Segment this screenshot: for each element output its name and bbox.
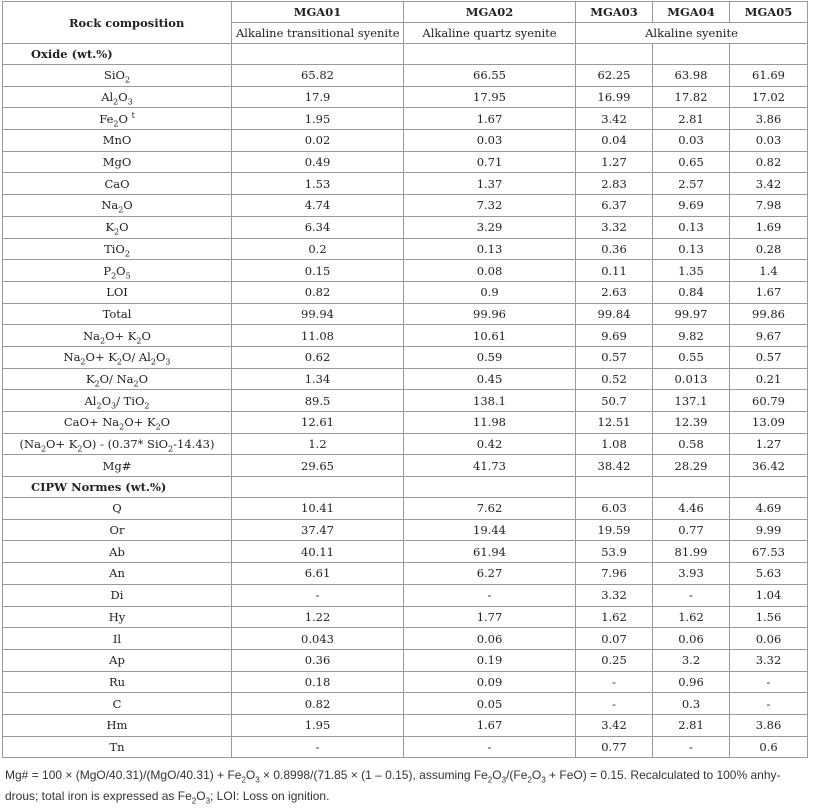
oxide-row <box>3 151 808 173</box>
oxide-value-mga03: 16.99 <box>576 86 653 108</box>
cipw-label: An <box>3 563 232 585</box>
oxide-value-mga05: 61.69 <box>730 65 808 87</box>
oxide-value-mga02: 17.95 <box>404 86 576 108</box>
cipw-value-mga04: 0.06 <box>653 628 730 650</box>
oxide-row <box>3 303 808 325</box>
oxide-value-mga01: 0.62 <box>232 346 404 368</box>
oxide-value-mga02: 7.32 <box>404 195 576 217</box>
cipw-value-mga02: 6.27 <box>404 563 576 585</box>
cipw-value-mga04: - <box>653 584 730 606</box>
oxide-value-mga04: 0.55 <box>653 346 730 368</box>
cipw-value-mga02: 0.05 <box>404 693 576 715</box>
oxide-value-mga04: 9.82 <box>653 325 730 347</box>
cipw-value-mga01: 0.36 <box>232 649 404 671</box>
cipw-value-mga04: - <box>653 736 730 758</box>
oxide-value-mga04: 0.65 <box>653 151 730 173</box>
oxide-section-row <box>3 44 808 65</box>
oxide-value-mga02: 66.55 <box>404 65 576 87</box>
oxide-value-mga01: 0.49 <box>232 151 404 173</box>
oxide-value-mga05: 3.42 <box>730 173 808 195</box>
cipw-row <box>3 541 808 563</box>
oxide-row <box>3 260 808 282</box>
oxide-value-mga05: 0.21 <box>730 368 808 390</box>
oxide-row <box>3 238 808 260</box>
cipw-value-mga01: 1.22 <box>232 606 404 628</box>
oxide-value-mga05: 0.82 <box>730 151 808 173</box>
oxide-value-mga02: 0.71 <box>404 151 576 173</box>
oxide-value-mga01: 0.2 <box>232 238 404 260</box>
cipw-value-mga03: 0.25 <box>576 649 653 671</box>
oxide-value-mga03: 99.84 <box>576 303 653 325</box>
footnote-line-1: Mg# = $100 \times (MgO/40.31)/(MgO/40.31) + Fe_2O_3 \times 0.8998/(71.85 \times (1 - 0.15)$, assuming $Fe_2O_3/(Fe_2O_3 + FeO) = 0.15$. Recalculated to 100% anhy- <box>5 768 781 785</box>
oxide-row <box>3 346 808 368</box>
oxide-value-mga02: 138.1 <box>404 390 576 412</box>
cipw-value-mga04: 1.62 <box>653 606 730 628</box>
cipw-section-row <box>3 477 808 498</box>
cipw-value-mga01: 37.47 <box>232 519 404 541</box>
oxide-row <box>3 455 808 477</box>
header-row-samples <box>3 2 808 23</box>
cipw-value-mga02: - <box>404 584 576 606</box>
cipw-value-mga02: 0.06 <box>404 628 576 650</box>
oxide-label: TiO$_2$ <box>3 238 232 260</box>
cipw-value-mga05: 4.69 <box>730 498 808 520</box>
oxide-value-mga03: 0.57 <box>576 346 653 368</box>
oxide-value-mga03: 9.69 <box>576 325 653 347</box>
oxide-row <box>3 173 808 195</box>
oxide-label: $Na_2O$ <box>3 195 232 217</box>
oxide-value-mga02: 0.9 <box>404 281 576 303</box>
oxide-label: $P_2O_5$ <box>3 260 232 282</box>
oxide-label: MgO <box>3 151 232 173</box>
cipw-label: Ab <box>3 541 232 563</box>
cipw-value-mga04: 0.77 <box>653 519 730 541</box>
cipw-row <box>3 498 808 520</box>
cipw-value-mga05: - <box>730 671 808 693</box>
oxide-label: $Na_2O+ K_2O/$ $Al_2O_3$ <box>3 346 232 368</box>
oxide-value-mga04: 0.13 <box>653 238 730 260</box>
oxide-value-mga02: 0.59 <box>404 346 576 368</box>
oxide-label: LOI <box>3 281 232 303</box>
cipw-value-mga05: 67.53 <box>730 541 808 563</box>
oxide-label: Mg# <box>3 455 232 477</box>
cipw-value-mga01: - <box>232 736 404 758</box>
oxide-value-mga01: 0.82 <box>232 281 404 303</box>
oxide-value-mga03: 0.11 <box>576 260 653 282</box>
oxide-value-mga04: 0.58 <box>653 433 730 455</box>
cipw-row <box>3 714 808 736</box>
oxide-value-mga02: 1.67 <box>404 108 576 130</box>
oxide-value-mga05: 1.27 <box>730 433 808 455</box>
oxide-value-mga03: 0.36 <box>576 238 653 260</box>
oxide-value-mga01: 12.61 <box>232 412 404 434</box>
oxide-value-mga05: 7.98 <box>730 195 808 217</box>
cipw-value-mga03: 19.59 <box>576 519 653 541</box>
cipw-value-mga02: - <box>404 736 576 758</box>
sample-header-mga03: MGA03 <box>576 2 653 23</box>
oxide-value-mga05: 36.42 <box>730 455 808 477</box>
sample-header-mga04: MGA04 <box>653 2 730 23</box>
oxide-value-mga01: 99.94 <box>232 303 404 325</box>
cipw-value-mga05: 5.63 <box>730 563 808 585</box>
oxide-value-mga02: 0.45 <box>404 368 576 390</box>
oxide-value-mga04: 137.1 <box>653 390 730 412</box>
cipw-value-mga04: 4.46 <box>653 498 730 520</box>
cipw-value-mga04: 0.96 <box>653 671 730 693</box>
oxide-row <box>3 108 808 130</box>
cipw-value-mga01: 0.18 <box>232 671 404 693</box>
oxide-value-mga02: 99.96 <box>404 303 576 325</box>
oxide-value-mga03: 50.7 <box>576 390 653 412</box>
oxide-value-mga02: 41.73 <box>404 455 576 477</box>
oxide-value-mga02: 0.03 <box>404 130 576 152</box>
oxide-value-mga05: 17.02 <box>730 86 808 108</box>
cipw-section-title: CIPW Normes (wt.%) <box>3 477 232 498</box>
cipw-row <box>3 693 808 715</box>
cipw-value-mga01: 10.41 <box>232 498 404 520</box>
cipw-value-mga03: 1.62 <box>576 606 653 628</box>
oxide-label: SiO$_2$ <box>3 65 232 87</box>
oxide-value-mga03: 0.04 <box>576 130 653 152</box>
oxide-value-mga01: 1.2 <box>232 433 404 455</box>
oxide-value-mga04: 0.013 <box>653 368 730 390</box>
rock-type-mga03-05: Alkaline syenite <box>576 23 808 44</box>
oxide-value-mga03: 12.51 <box>576 412 653 434</box>
oxide-row <box>3 86 808 108</box>
oxide-value-mga01: 1.53 <box>232 173 404 195</box>
oxide-value-mga01: 0.02 <box>232 130 404 152</box>
oxide-value-mga01: 1.34 <box>232 368 404 390</box>
cipw-value-mga01: 0.82 <box>232 693 404 715</box>
cipw-row <box>3 519 808 541</box>
sample-header-mga05: MGA05 <box>730 2 808 23</box>
cipw-row <box>3 736 808 758</box>
rock-composition-table <box>2 1 808 758</box>
oxide-value-mga03: 6.37 <box>576 195 653 217</box>
cipw-value-mga03: 0.77 <box>576 736 653 758</box>
cipw-label: Di <box>3 584 232 606</box>
oxide-label: $CaO+ Na_2O+ K_2O$ <box>3 412 232 434</box>
oxide-value-mga01: 29.65 <box>232 455 404 477</box>
oxide-row <box>3 65 808 87</box>
rock-composition-header: Rock composition <box>3 2 232 44</box>
oxide-label: $Al_2O_3$ <box>3 86 232 108</box>
cipw-value-mga02: 19.44 <box>404 519 576 541</box>
cipw-label: Hy <box>3 606 232 628</box>
oxide-value-mga03: 1.27 <box>576 151 653 173</box>
cipw-value-mga02: 0.09 <box>404 671 576 693</box>
oxide-value-mga04: 12.39 <box>653 412 730 434</box>
oxide-value-mga05: 13.09 <box>730 412 808 434</box>
cipw-row <box>3 606 808 628</box>
cipw-label: C <box>3 693 232 715</box>
oxide-row <box>3 216 808 238</box>
oxide-label: $Al_2O_3/$ TiO$_2$ <box>3 390 232 412</box>
sample-header-mga01: MGA01 <box>232 2 404 23</box>
cipw-value-mga04: 3.2 <box>653 649 730 671</box>
oxide-value-mga03: 3.42 <box>576 108 653 130</box>
oxide-value-mga03: 1.08 <box>576 433 653 455</box>
oxide-value-mga05: 1.67 <box>730 281 808 303</box>
oxide-value-mga03: 0.52 <box>576 368 653 390</box>
oxide-label: Total <box>3 303 232 325</box>
cipw-value-mga03: 53.9 <box>576 541 653 563</box>
oxide-value-mga04: 0.03 <box>653 130 730 152</box>
oxide-value-mga01: 17.9 <box>232 86 404 108</box>
oxide-value-mga01: 6.34 <box>232 216 404 238</box>
oxide-row <box>3 195 808 217</box>
cipw-value-mga04: 2.81 <box>653 714 730 736</box>
cipw-value-mga03: 3.32 <box>576 584 653 606</box>
cipw-label: Or <box>3 519 232 541</box>
cipw-row <box>3 628 808 650</box>
oxide-value-mga04: 0.84 <box>653 281 730 303</box>
cipw-value-mga03: 3.42 <box>576 714 653 736</box>
cipw-value-mga04: 3.93 <box>653 563 730 585</box>
cipw-value-mga02: 7.62 <box>404 498 576 520</box>
oxide-value-mga03: 2.83 <box>576 173 653 195</box>
oxide-value-mga02: 10.61 <box>404 325 576 347</box>
oxide-value-mga02: 1.37 <box>404 173 576 195</box>
oxide-value-mga05: 3.86 <box>730 108 808 130</box>
oxide-label: MnO <box>3 130 232 152</box>
cipw-value-mga04: 81.99 <box>653 541 730 563</box>
cipw-value-mga03: - <box>576 693 653 715</box>
cipw-value-mga05: 3.86 <box>730 714 808 736</box>
oxide-value-mga05: 0.28 <box>730 238 808 260</box>
oxide-value-mga04: 99.97 <box>653 303 730 325</box>
oxide-row <box>3 390 808 412</box>
oxide-value-mga03: 2.63 <box>576 281 653 303</box>
oxide-value-mga05: 0.57 <box>730 346 808 368</box>
oxide-row <box>3 281 808 303</box>
cipw-label: Ru <box>3 671 232 693</box>
sample-header-mga02: MGA02 <box>404 2 576 23</box>
cipw-value-mga02: 61.94 <box>404 541 576 563</box>
oxide-label: $(Na_2O+ K_2O) - (0.37*$ SiO$_2$-14.43) <box>3 433 232 455</box>
oxide-value-mga03: 3.32 <box>576 216 653 238</box>
cipw-value-mga05: 0.06 <box>730 628 808 650</box>
cipw-label: Tn <box>3 736 232 758</box>
cipw-value-mga05: 1.04 <box>730 584 808 606</box>
oxide-value-mga01: 0.15 <box>232 260 404 282</box>
cipw-label: Hm <box>3 714 232 736</box>
oxide-value-mga04: 0.13 <box>653 216 730 238</box>
oxide-value-mga04: 63.98 <box>653 65 730 87</box>
oxide-value-mga04: 28.29 <box>653 455 730 477</box>
cipw-row <box>3 649 808 671</box>
oxide-label: $Fe_2O$ $^t$ <box>3 108 232 130</box>
cipw-row <box>3 584 808 606</box>
footnote-line-2: drous; total iron is expressed as $Fe_2O_3$; LOI: Loss on ignition. <box>5 789 330 806</box>
oxide-value-mga05: 0.03 <box>730 130 808 152</box>
oxide-value-mga01: 11.08 <box>232 325 404 347</box>
oxide-value-mga04: 9.69 <box>653 195 730 217</box>
oxide-value-mga04: 2.81 <box>653 108 730 130</box>
cipw-value-mga01: 6.61 <box>232 563 404 585</box>
oxide-section-title: Oxide (wt.%) <box>3 44 232 65</box>
cipw-value-mga05: 1.56 <box>730 606 808 628</box>
cipw-row <box>3 563 808 585</box>
cipw-value-mga01: 1.95 <box>232 714 404 736</box>
oxide-value-mga05: 99.86 <box>730 303 808 325</box>
table-footnote <box>5 765 807 807</box>
oxide-value-mga05: 60.79 <box>730 390 808 412</box>
oxide-value-mga01: 1.95 <box>232 108 404 130</box>
oxide-row <box>3 130 808 152</box>
oxide-row <box>3 433 808 455</box>
oxide-value-mga05: 1.4 <box>730 260 808 282</box>
oxide-label: $K_2O/$ $Na_2O$ <box>3 368 232 390</box>
cipw-value-mga05: 9.99 <box>730 519 808 541</box>
oxide-value-mga05: 1.69 <box>730 216 808 238</box>
oxide-value-mga04: 17.82 <box>653 86 730 108</box>
oxide-value-mga01: 65.82 <box>232 65 404 87</box>
oxide-value-mga02: 0.13 <box>404 238 576 260</box>
cipw-row <box>3 671 808 693</box>
cipw-label: Ap <box>3 649 232 671</box>
cipw-value-mga04: 0.3 <box>653 693 730 715</box>
rock-type-mga01: Alkaline transitional syenite <box>232 23 404 44</box>
oxide-value-mga05: 9.67 <box>730 325 808 347</box>
cipw-value-mga02: 1.77 <box>404 606 576 628</box>
cipw-label: Il <box>3 628 232 650</box>
cipw-value-mga05: 0.6 <box>730 736 808 758</box>
oxide-value-mga03: 38.42 <box>576 455 653 477</box>
cipw-value-mga02: 0.19 <box>404 649 576 671</box>
oxide-value-mga03: 62.25 <box>576 65 653 87</box>
cipw-value-mga05: 3.32 <box>730 649 808 671</box>
oxide-label: $K_2O$ <box>3 216 232 238</box>
oxide-label: $Na_2O+ K_2O$ <box>3 325 232 347</box>
oxide-value-mga04: 2.57 <box>653 173 730 195</box>
cipw-value-mga01: 0.043 <box>232 628 404 650</box>
rock-type-mga02: Alkaline quartz syenite <box>404 23 576 44</box>
cipw-value-mga03: 0.07 <box>576 628 653 650</box>
cipw-value-mga01: 40.11 <box>232 541 404 563</box>
cipw-value-mga03: 7.96 <box>576 563 653 585</box>
cipw-label: Q <box>3 498 232 520</box>
oxide-value-mga02: 11.98 <box>404 412 576 434</box>
cipw-value-mga03: - <box>576 671 653 693</box>
oxide-row <box>3 325 808 347</box>
oxide-value-mga02: 0.42 <box>404 433 576 455</box>
oxide-value-mga01: 89.5 <box>232 390 404 412</box>
oxide-label: CaO <box>3 173 232 195</box>
cipw-value-mga01: - <box>232 584 404 606</box>
cipw-value-mga03: 6.03 <box>576 498 653 520</box>
cipw-value-mga05: - <box>730 693 808 715</box>
oxide-row <box>3 368 808 390</box>
oxide-value-mga02: 0.08 <box>404 260 576 282</box>
cipw-value-mga02: 1.67 <box>404 714 576 736</box>
oxide-value-mga02: 3.29 <box>404 216 576 238</box>
oxide-value-mga01: 4.74 <box>232 195 404 217</box>
oxide-value-mga04: 1.35 <box>653 260 730 282</box>
oxide-row <box>3 412 808 434</box>
